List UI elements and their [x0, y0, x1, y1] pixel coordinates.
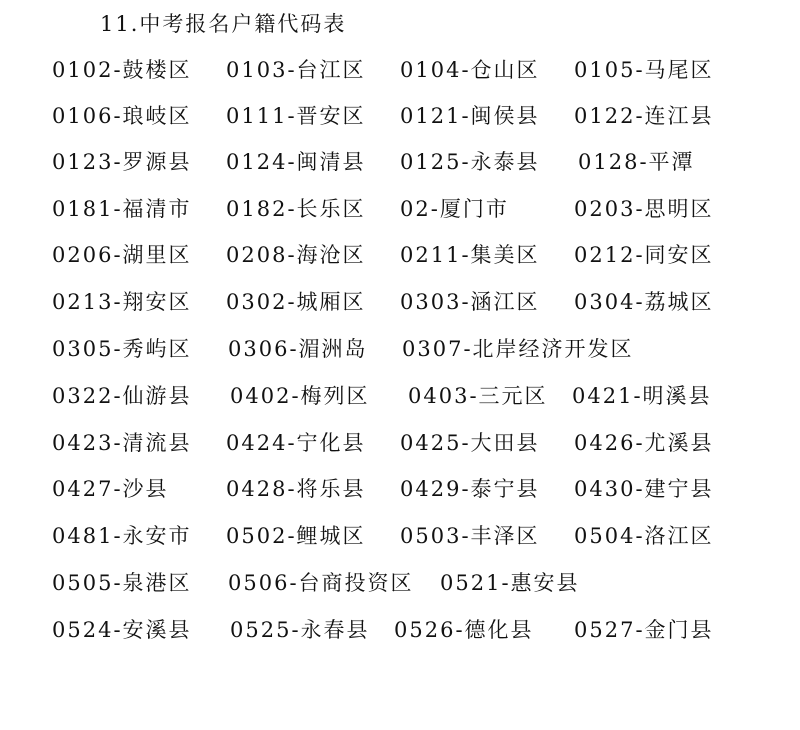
code-item: 0211-集美区 — [400, 243, 540, 267]
code-item: 0121-闽侯县 — [400, 104, 540, 128]
code-item: 0426-尤溪县 — [574, 431, 714, 455]
code-item: 0213-翔安区 — [52, 290, 192, 314]
code-item: 0506-台商投资区 — [228, 571, 414, 595]
code-item: 02-厦门市 — [400, 197, 509, 221]
code-item: 0427-沙县 — [52, 477, 169, 501]
code-item: 0421-明溪县 — [572, 384, 712, 408]
code-item: 0524-安溪县 — [52, 618, 192, 642]
code-item: 0105-马尾区 — [574, 58, 714, 82]
code-item: 0526-德化县 — [394, 618, 534, 642]
code-item: 0525-永春县 — [230, 618, 370, 642]
code-item: 0212-同安区 — [574, 243, 714, 267]
code-item: 0304-荔城区 — [574, 290, 714, 314]
code-item: 0302-城厢区 — [226, 290, 366, 314]
code-item: 0521-惠安县 — [440, 571, 580, 595]
code-item: 0425-大田县 — [400, 431, 540, 455]
code-item: 0182-长乐区 — [226, 197, 366, 221]
code-item: 0102-鼓楼区 — [52, 58, 192, 82]
code-item: 0424-宁化县 — [226, 431, 366, 455]
code-item: 0104-仓山区 — [400, 58, 540, 82]
code-item: 0307-北岸经济开发区 — [402, 337, 634, 361]
code-item: 0502-鲤城区 — [226, 524, 366, 548]
code-item: 0306-湄洲岛 — [228, 337, 368, 361]
code-item: 0403-三元区 — [408, 384, 548, 408]
code-item: 0322-仙游县 — [52, 384, 192, 408]
code-item: 0428-将乐县 — [226, 477, 366, 501]
code-item: 0402-梅列区 — [230, 384, 370, 408]
document-title: 11.中考报名户籍代码表 — [100, 12, 347, 36]
code-item: 0527-金门县 — [574, 618, 714, 642]
code-item: 0111-晋安区 — [226, 104, 366, 128]
code-item: 0503-丰泽区 — [400, 524, 540, 548]
code-item: 0423-清流县 — [52, 431, 192, 455]
code-item: 0208-海沧区 — [226, 243, 366, 267]
code-item: 0430-建宁县 — [574, 477, 714, 501]
code-item: 0128-平潭 — [578, 150, 695, 174]
code-item: 0123-罗源县 — [52, 150, 192, 174]
code-item: 0504-洛江区 — [574, 524, 714, 548]
code-item: 0505-泉港区 — [52, 571, 192, 595]
code-item: 0124-闽清县 — [226, 150, 366, 174]
code-item: 0206-湖里区 — [52, 243, 192, 267]
code-item: 0203-思明区 — [574, 197, 714, 221]
code-item: 0125-永泰县 — [400, 150, 540, 174]
code-item: 0106-琅岐区 — [52, 104, 192, 128]
code-item: 0122-连江县 — [574, 104, 714, 128]
code-item: 0481-永安市 — [52, 524, 192, 548]
code-item: 0303-涵江区 — [400, 290, 540, 314]
code-item: 0103-台江区 — [226, 58, 366, 82]
code-item: 0305-秀屿区 — [52, 337, 192, 361]
code-item: 0429-泰宁县 — [400, 477, 540, 501]
code-item: 0181-福清市 — [52, 197, 192, 221]
